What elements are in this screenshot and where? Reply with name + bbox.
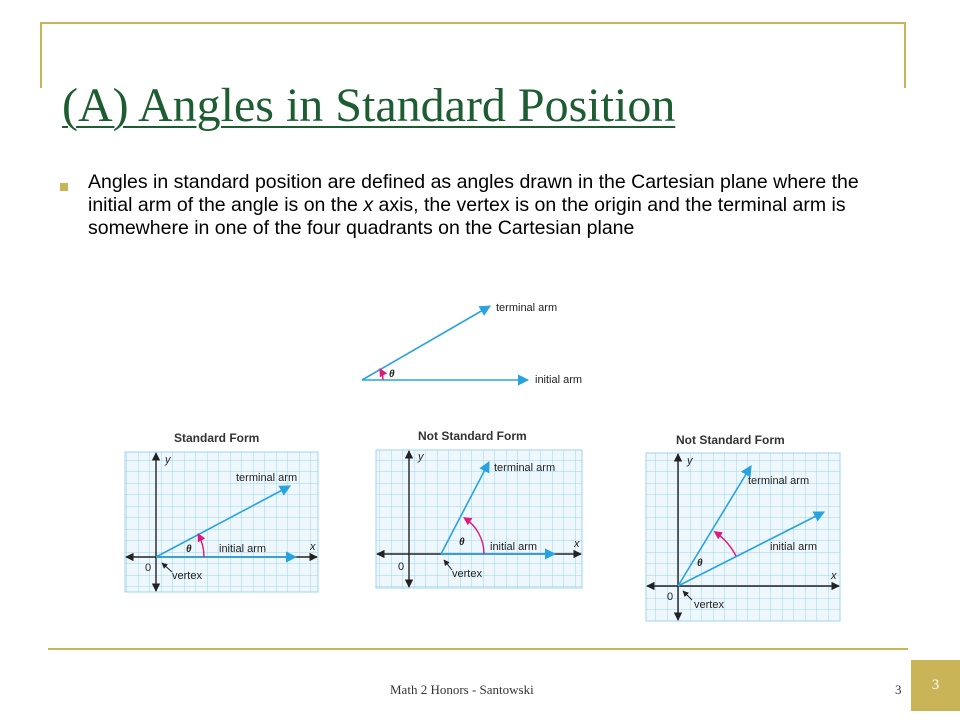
top-terminal-arm-label: terminal arm xyxy=(496,302,558,314)
graph-1-initial-label: initial arm xyxy=(219,543,267,555)
graph-3-vertex-label: vertex xyxy=(694,599,724,611)
footer-page-number: 3 xyxy=(895,682,902,697)
graph-standard-form xyxy=(125,431,318,592)
slide-title: (A) Angles in Standard Position xyxy=(62,79,676,132)
graph-2-theta: θ xyxy=(459,537,465,548)
page-number-badge: 3 xyxy=(911,660,960,711)
bullet-text-part-1: Angles in standard position are defined as angles drawn in the Cartesian plane where the initial arm of the angle is on the xyxy=(88,171,859,216)
graph-3-origin-label: 0 xyxy=(667,591,674,603)
top-initial-arm-label: initial arm xyxy=(535,374,583,386)
bullet-text-x-axis: x xyxy=(363,194,374,216)
graph-2-origin-label: 0 xyxy=(398,561,405,573)
graph-1-vertex-label: vertex xyxy=(172,570,202,582)
graph-not-standard-form-2 xyxy=(646,433,840,621)
graph-1-terminal-label: terminal arm xyxy=(236,472,298,484)
graph-3-heading: Not Standard Form xyxy=(676,433,785,447)
graph-3-y-label: y xyxy=(687,455,693,467)
top-angle-arc xyxy=(380,370,383,381)
graph-1-heading: Standard Form xyxy=(174,431,260,445)
graph-3-terminal-label: terminal arm xyxy=(748,475,810,487)
graph-1-y-label: y xyxy=(165,454,171,466)
footer-course: Math 2 Honors - Santowski xyxy=(390,682,534,697)
graph-2-x-label: x xyxy=(574,538,580,550)
graph-2-vertex-label: vertex xyxy=(452,568,482,580)
top-terminal-arm xyxy=(362,306,490,380)
graph-1-x-label: x xyxy=(310,541,316,553)
graph-3-theta: θ xyxy=(697,558,703,569)
graph-not-standard-form-1 xyxy=(376,429,582,588)
footer-divider xyxy=(48,648,908,650)
graph-1-theta: θ xyxy=(186,544,192,555)
graph-2-heading: Not Standard Form xyxy=(418,429,527,443)
graph-2-initial-label: initial arm xyxy=(490,541,538,553)
top-angle-diagram xyxy=(362,302,582,386)
graph-3-x-label: x xyxy=(831,570,837,582)
top-theta-label: θ xyxy=(389,369,395,380)
graph-2-y-label: y xyxy=(418,451,424,463)
graph-2-terminal-label: terminal arm xyxy=(494,462,556,474)
bullet-text-part-2: axis, the vertex is on the origin and the terminal arm is somewhere in one of the four quadrants on the Cartesian plane xyxy=(88,194,846,239)
graph-1-origin-label: 0 xyxy=(145,562,152,574)
graph-3-initial-label: initial arm xyxy=(770,541,818,553)
